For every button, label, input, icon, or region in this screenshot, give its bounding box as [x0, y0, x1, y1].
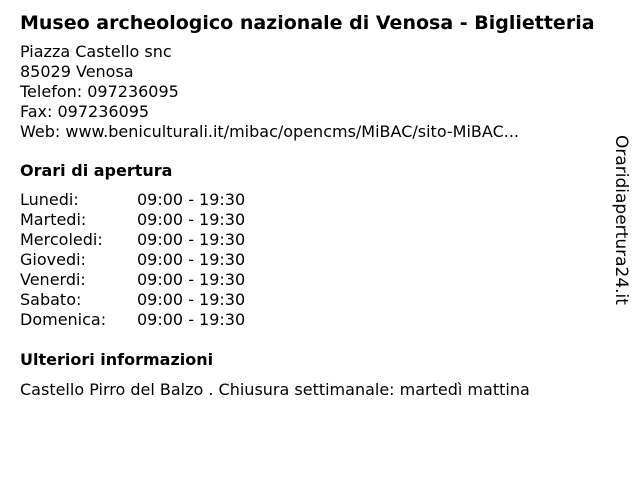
- address-city: 85029 Venosa: [20, 62, 134, 81]
- hours-table: [20, 190, 620, 330]
- hours-row-monday: [20, 190, 620, 210]
- info-text: Castello Pirro del Balzo . Chiusura settimanale: martedì mattina: [20, 380, 530, 399]
- time-range: 09:00 - 19:30: [137, 190, 246, 209]
- hours-heading: Orari di apertura: [20, 161, 173, 180]
- time-range: 09:00 - 19:30: [137, 230, 246, 249]
- time-range: 09:00 - 19:30: [137, 290, 246, 309]
- info-heading: Ulteriori informazioni: [20, 350, 214, 369]
- time-range: 09:00 - 19:30: [137, 250, 246, 269]
- contact-block: [20, 42, 620, 142]
- hours-row-thursday: [20, 250, 620, 270]
- day-label: Giovedi:: [20, 250, 86, 269]
- day-label: Domenica:: [20, 310, 107, 329]
- day-label: Mercoledi:: [20, 230, 103, 249]
- fax-number: Fax: 097236095: [20, 102, 150, 121]
- time-range: 09:00 - 19:30: [137, 270, 246, 289]
- site-watermark: Oraridiapertura24.it: [611, 135, 631, 305]
- day-label: Martedi:: [20, 210, 87, 229]
- website-link[interactable]: Web: www.beniculturali.it/mibac/opencms/MiBAC/sito-MiBAC...: [20, 122, 519, 141]
- time-range: 09:00 - 19:30: [137, 210, 246, 229]
- day-label: Venerdi:: [20, 270, 86, 289]
- phone-number: Telefon: 097236095: [20, 82, 179, 101]
- address-street: Piazza Castello snc: [20, 42, 172, 61]
- day-label: Lunedi:: [20, 190, 79, 209]
- hours-row-saturday: [20, 290, 620, 310]
- hours-row-friday: [20, 270, 620, 290]
- hours-row-tuesday: [20, 210, 620, 230]
- venue-title: Museo archeologico nazionale di Venosa - Biglietteria: [20, 12, 595, 34]
- hours-row-sunday: [20, 310, 620, 330]
- day-label: Sabato:: [20, 290, 82, 309]
- venue-card: [20, 10, 620, 400]
- time-range: 09:00 - 19:30: [137, 310, 246, 329]
- hours-row-wednesday: [20, 230, 620, 250]
